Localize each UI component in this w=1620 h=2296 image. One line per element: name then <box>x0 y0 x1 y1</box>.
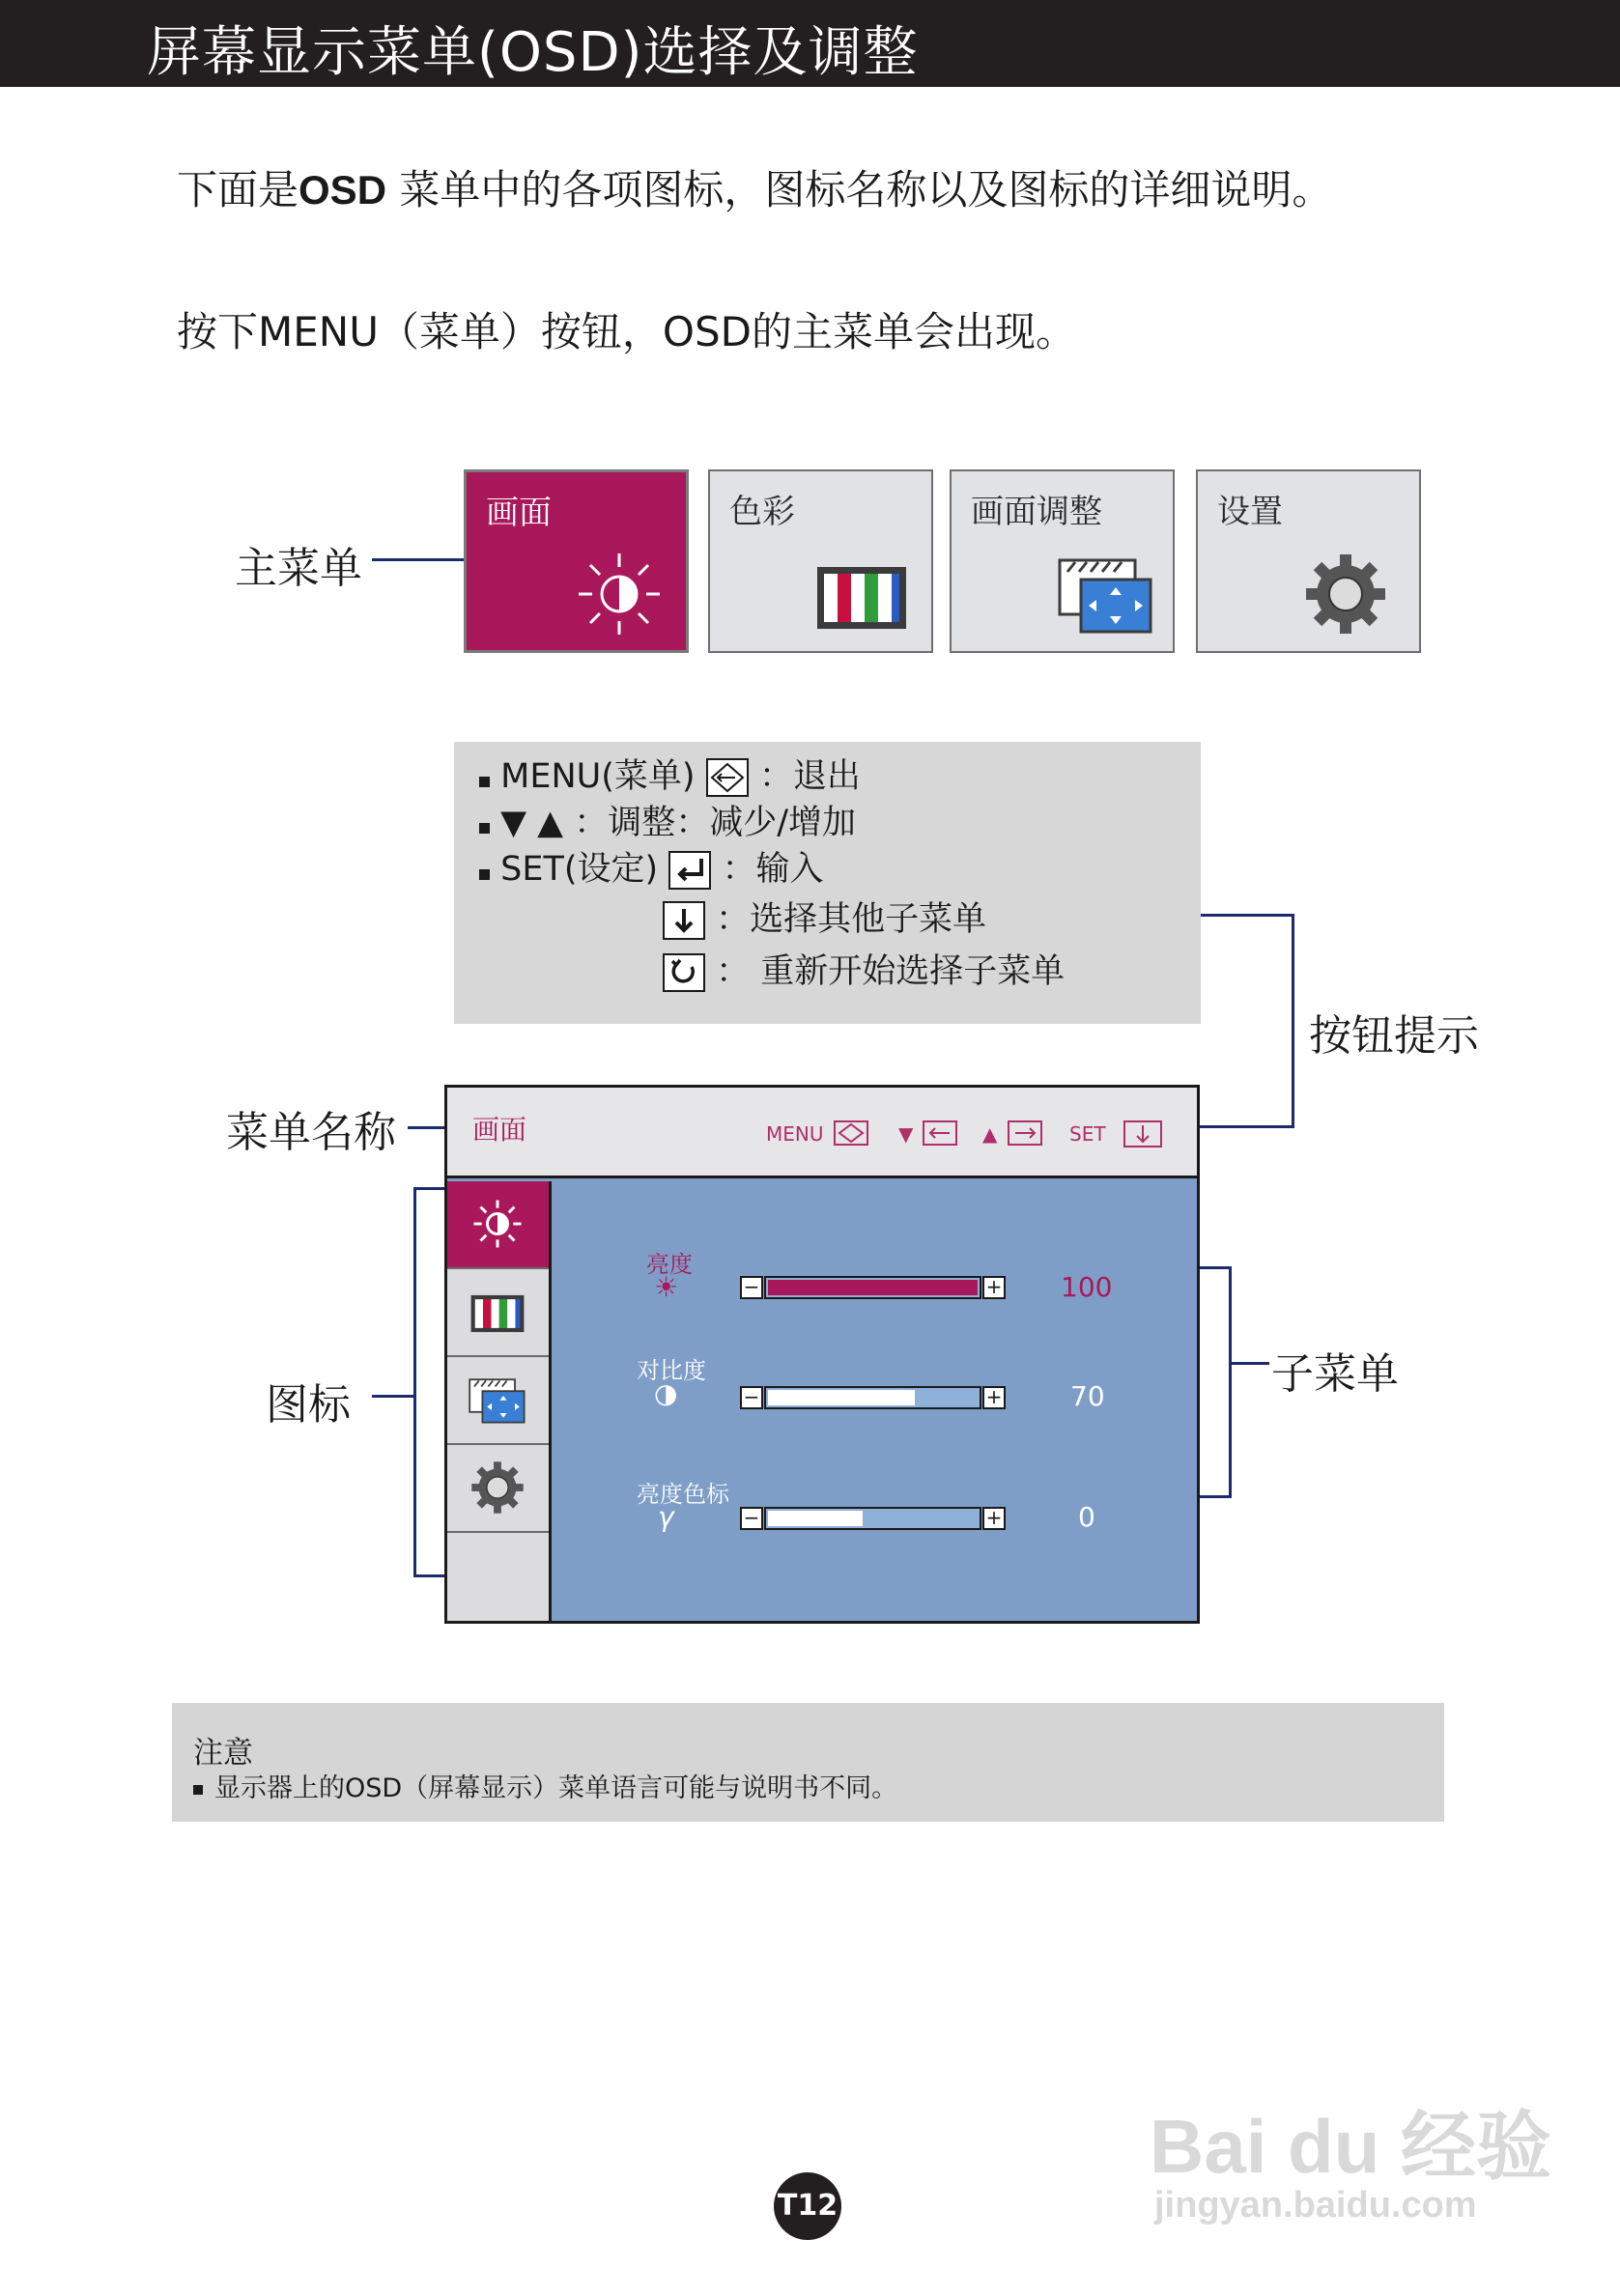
osd-right-key-icon <box>1008 1120 1042 1146</box>
osd-side-empty <box>447 1533 549 1621</box>
exit-key-icon <box>706 758 749 797</box>
osd-down-arrow-icon: ▼ <box>898 1122 914 1146</box>
tile-label: 设置 <box>1217 493 1283 531</box>
sun-icon: ☀ <box>654 1271 679 1303</box>
submenu-bracket-top <box>1200 1266 1232 1269</box>
intro-line-2: 按下MENU（菜单）按钮，OSD的主菜单会出现。 <box>177 308 1076 355</box>
hints-connector-bottom <box>1200 1125 1294 1128</box>
menu-name-callout: 菜单名称 <box>226 1108 396 1157</box>
osd-set-key-label: SET <box>1069 1122 1106 1146</box>
bullet <box>193 1785 203 1795</box>
osd-left-key-icon <box>923 1120 957 1146</box>
picture-adjust-icon <box>469 1378 526 1425</box>
reset-key-icon <box>663 953 705 992</box>
icons-connector-horizontal <box>372 1395 416 1398</box>
header-bar <box>0 0 1620 87</box>
osd-side-brightness[interactable] <box>447 1181 549 1269</box>
osd-side-picture-adjust[interactable] <box>447 1357 549 1445</box>
submenu-bracket-bottom <box>1200 1495 1232 1498</box>
main-menu-connector <box>372 558 464 561</box>
submenu-label-contrast: 对比度 <box>637 1357 706 1384</box>
hint-key-text: SET(设定) <box>500 850 659 889</box>
button-hints-panel <box>454 742 1201 1024</box>
bullet <box>479 823 490 834</box>
note-text-content: 显示器上的OSD（屏幕显示）菜单语言可能与说明书不同。 <box>214 1773 898 1803</box>
page-title: 屏幕显示菜单(OSD)选择及调整 <box>147 21 919 84</box>
brightness-icon <box>573 548 666 640</box>
bullet <box>479 777 490 787</box>
main-menu-tile-color[interactable] <box>708 469 933 653</box>
slider-minus-button[interactable]: − <box>740 1386 763 1409</box>
osd-menu-title: 画面 <box>472 1114 527 1146</box>
contrast-value: 70 <box>1070 1380 1105 1412</box>
note-box <box>172 1703 1444 1822</box>
tile-label: 画面调整 <box>971 493 1102 531</box>
submenu-bracket-vertical <box>1229 1266 1232 1498</box>
hint-row-reset <box>663 945 1065 993</box>
osd-panel <box>444 1085 1200 1624</box>
contrast-slider-track[interactable] <box>764 1386 981 1409</box>
osd-exit-key-icon <box>834 1120 868 1146</box>
osd-icon-column <box>447 1181 552 1621</box>
hint-desc: ： 重新开始选择子菜单 <box>716 952 1066 991</box>
tile-label: 色彩 <box>729 493 795 531</box>
osd-down-key-icon <box>1123 1120 1162 1148</box>
main-menu-tile-picture[interactable] <box>464 469 689 653</box>
gear-icon <box>470 1460 525 1515</box>
page-number: T12 <box>774 2172 841 2240</box>
osd-title-bar <box>447 1088 1197 1178</box>
gamma-slider-track[interactable] <box>764 1507 981 1530</box>
tile-label: 画面 <box>486 494 552 532</box>
menu-name-connector <box>408 1126 444 1129</box>
hints-connector-vertical <box>1292 914 1294 1128</box>
slider-minus-button[interactable]: − <box>740 1276 763 1299</box>
submenu-label-brightness: 亮度 <box>646 1251 693 1278</box>
gamma-slider-fill <box>768 1511 863 1526</box>
hint-row-adjust <box>479 796 856 844</box>
icons-bracket-top <box>413 1187 448 1190</box>
gamma-icon: γ <box>658 1501 674 1533</box>
icons-bracket-vertical <box>413 1187 416 1577</box>
slider-plus-button[interactable]: + <box>982 1386 1006 1409</box>
watermark-logo: Bai du 经验 <box>1150 2104 1552 2189</box>
submenu-label-gamma: 亮度色标 <box>637 1481 729 1508</box>
osd-up-arrow-icon: ▲ <box>982 1122 998 1146</box>
submenu-callout: 子菜单 <box>1271 1349 1399 1399</box>
enter-key-icon <box>668 851 711 890</box>
brightness-slider-fill <box>768 1280 978 1295</box>
brightness-icon <box>470 1197 525 1251</box>
slider-plus-button[interactable]: + <box>982 1276 1006 1299</box>
contrast-icon: ◑ <box>654 1377 678 1409</box>
osd-side-settings[interactable] <box>447 1445 549 1533</box>
contrast-slider-fill <box>768 1390 915 1405</box>
hint-desc: ：退出 <box>758 757 861 796</box>
hint-desc: ：输入 <box>722 850 824 889</box>
note-title: 注意 <box>193 1736 253 1771</box>
color-bars-icon <box>470 1294 525 1333</box>
osd-menu-key-label: MENU <box>766 1122 824 1146</box>
slider-minus-button[interactable]: − <box>740 1507 763 1530</box>
gamma-value: 0 <box>1078 1501 1095 1533</box>
icons-callout: 图标 <box>266 1380 351 1430</box>
note-text <box>193 1767 897 1804</box>
hint-row-set <box>479 842 823 891</box>
gear-icon <box>1304 553 1387 636</box>
hint-key-text: ▼ ▲ <box>500 804 564 842</box>
picture-adjust-icon <box>1058 558 1154 636</box>
hints-connector-top <box>1201 914 1294 917</box>
intro-line-1-pre: 下面是 <box>177 166 299 213</box>
osd-side-color[interactable] <box>447 1269 549 1357</box>
intro-line-1 <box>177 158 1332 216</box>
watermark-url: jingyan.baidu.com <box>1154 2185 1477 2225</box>
button-hints-callout: 按钮提示 <box>1309 1011 1479 1061</box>
hint-desc: ：调整：减少/增加 <box>574 804 857 842</box>
hint-key-text: MENU(菜单) <box>500 757 696 796</box>
brightness-value: 100 <box>1061 1271 1113 1303</box>
down-arrow-key-icon <box>663 901 705 940</box>
slider-plus-button[interactable]: + <box>982 1507 1006 1530</box>
hint-row-menu <box>479 750 861 798</box>
hint-row-next-submenu <box>663 893 986 941</box>
main-menu-callout: 主菜单 <box>235 544 362 593</box>
main-menu-tile-picture-adjust[interactable] <box>950 469 1175 653</box>
icons-bracket-bottom <box>413 1574 448 1577</box>
brightness-slider-track[interactable] <box>764 1276 981 1299</box>
bullet <box>479 869 490 880</box>
submenu-connector <box>1229 1362 1269 1365</box>
main-menu-tile-settings[interactable] <box>1196 469 1421 653</box>
hint-desc: ：选择其他子菜单 <box>716 900 987 939</box>
color-bars-icon <box>816 566 907 630</box>
intro-line-1-post: 菜单中的各项图标，图标名称以及图标的详细说明。 <box>386 166 1333 213</box>
intro-line-1-bold: OSD <box>298 167 387 213</box>
